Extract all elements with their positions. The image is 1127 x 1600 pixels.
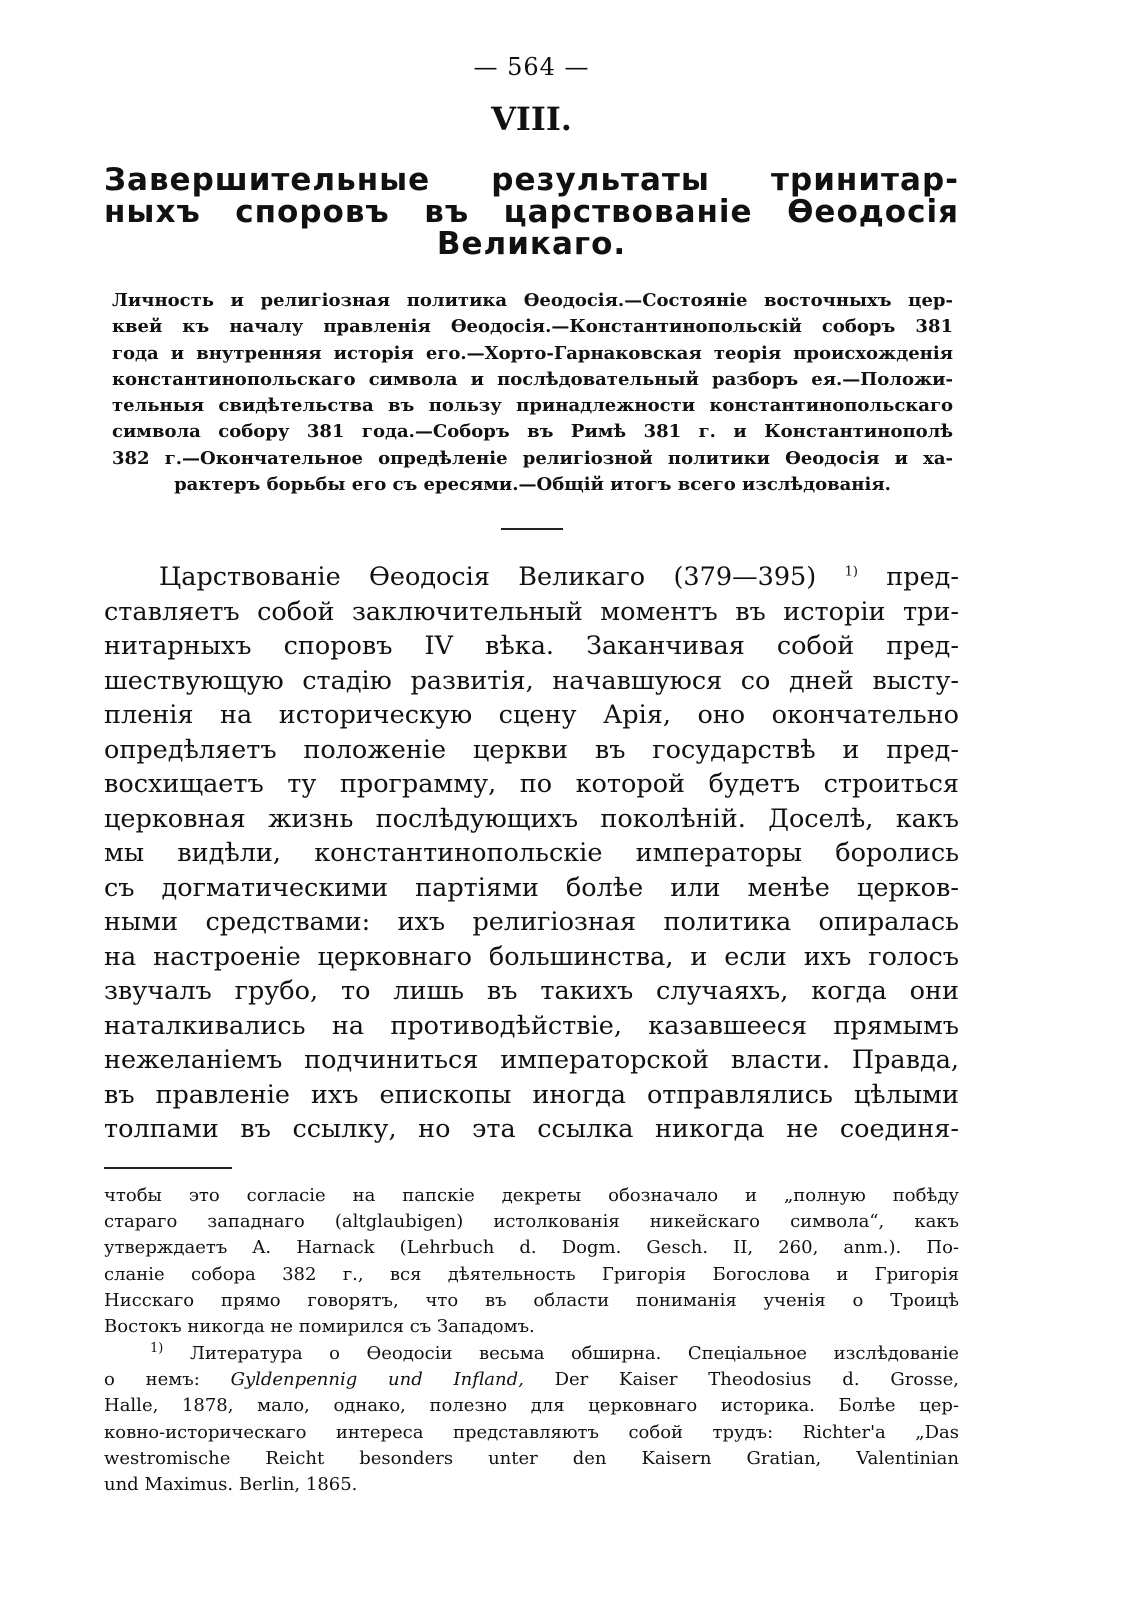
chapter-title-line: Завершительные результаты тринитар- <box>104 162 959 198</box>
text-line: церковная жизнь послѣдующихъ поколѣній. Доселѣ, какъ <box>104 803 959 834</box>
footnote-line: westromische Reicht besonders unter den Kaisern Gratian, Valentinian <box>104 1447 959 1469</box>
summary-line: квей къ началу правленія Ѳеодосія.—Константинопольскій соборъ 381 <box>112 316 953 338</box>
text-line: нежеланіемъ подчиниться императорской власти. Правда, <box>104 1045 959 1076</box>
footnote-text: Литература о Ѳеодосіи весьма обширна. Спеціальное изслѣдованіе <box>163 1342 959 1364</box>
page-number: — 564 — <box>473 53 590 81</box>
summary-line: символа собору 381 года.—Соборъ въ Римѣ 381 г. и Константинополѣ <box>112 421 953 443</box>
text-line <box>104 560 959 595</box>
footnote-line <box>104 1341 959 1367</box>
chapter-title-line: Великаго. <box>436 226 627 262</box>
text-line: въ правленіе ихъ епископы иногда отправлялись цѣлыми <box>104 1079 959 1110</box>
footnote-line: чтобы это согласіе на папскіе декреты обозначало и „полную побѣду <box>104 1184 959 1206</box>
text-line: мы видѣли, константинопольскіе императоры боролись <box>104 838 959 869</box>
footnote-line: Halle, 1878, мало, однако, полезно для церковнаго историка. Болѣе цер- <box>104 1395 959 1417</box>
chapter-title <box>104 164 959 260</box>
section-divider <box>501 528 563 530</box>
summary-line: 382 г.—Окончательное опредѣленіе религіозной политики Ѳеодосія и ха- <box>112 447 953 469</box>
text-line: толпами въ ссылку, но эта ссылка никогда не соединя- <box>104 1114 959 1145</box>
summary-line: года и внутренняя исторія его.—Хорто-Гарнаковская теорія происхожденія <box>112 342 953 364</box>
chapter-number: VIII. <box>491 100 572 138</box>
text-line: восхищаетъ ту программу, по которой будетъ строиться <box>104 769 959 800</box>
footnote-text: Der Kaiser Theodosius d. Grosse, <box>523 1368 959 1390</box>
text-line: пленія на историческую сцену Арія, оно окончательно <box>104 700 959 731</box>
footnote-line: утверждаетъ A. Harnack (Lehrbuch d. Dogm. Gesch. II, 260, anm.). По- <box>104 1237 959 1259</box>
footnote-marker: 1) <box>150 1340 164 1356</box>
chapter-summary <box>112 288 953 498</box>
summary-line: тельныя свидѣтельства въ пользу принадлежности константинопольскаго <box>112 395 953 417</box>
footnote-line <box>104 1367 959 1393</box>
footnote-divider <box>104 1167 232 1169</box>
summary-line: Личность и религіозная политика Ѳеодосія.—Состояніе восточныхъ цер- <box>112 290 953 311</box>
footnote-text: о немъ: <box>104 1368 231 1390</box>
text-line: на настроеніе церковнаго большинства, и если ихъ голосъ <box>104 941 959 972</box>
footnote-line: Нисскаго прямо говорятъ, что въ области пониманія ученія о Троицѣ <box>104 1290 959 1312</box>
text-fragment: Царствованіе Ѳеодосія Великаго (379—395) <box>159 562 845 593</box>
footnote-line: ковно-историческаго интереса представляютъ собой трудъ: Richter'a „Das <box>104 1421 959 1443</box>
summary-line: рактеръ борьбы его съ ересями.—Общій итогъ всего изслѣдованія. <box>174 474 891 496</box>
text-line: шествующую стадію развитія, начавшуюся со дней высту- <box>104 665 959 696</box>
book-page <box>104 52 959 1498</box>
author-names: Gyldenpennig und Infland, <box>230 1368 524 1390</box>
text-line: наталкивались на противодѣйствіе, казавшееся прямымъ <box>104 1010 959 1041</box>
text-line: ными средствами: ихъ религіозная политика опиралась <box>104 907 959 938</box>
footnote-continued <box>104 1183 959 1341</box>
footnote-line: сланіе собора 382 г., вся дѣятельность Григорія Богослова и Григорія <box>104 1263 959 1285</box>
summary-line: константинопольскаго символа и послѣдовательный разборъ ея.—Положи- <box>112 368 953 390</box>
text-line: съ догматическими партіями болѣе или менѣе церков- <box>104 872 959 903</box>
text-line: нитарныхъ споровъ IV вѣка. Заканчивая собой пред- <box>104 631 959 662</box>
footnotes <box>104 1183 959 1499</box>
text-line: опредѣляетъ положеніе церкви въ государствѣ и пред- <box>104 734 959 765</box>
chapter-title-line: ныхъ споровъ въ царствованіе Ѳеодосія <box>104 194 959 230</box>
text-line: ставляетъ собой заключительный моментъ въ исторіи три- <box>104 596 959 627</box>
text-line: звучалъ грубо, то лишь въ такихъ случаяхъ, когда они <box>104 976 959 1007</box>
footnote-line: стараго западнаго (altglaubigen) истолкованія никейскаго символа“, какъ <box>104 1211 959 1233</box>
footnote-marker[interactable]: 1) <box>844 564 858 580</box>
main-text <box>104 560 959 1147</box>
footnote-line: Востокъ никогда не помирился съ Западомъ. <box>104 1316 535 1338</box>
footnote-line: und Maximus. Berlin, 1865. <box>104 1474 358 1496</box>
footnote-1 <box>104 1341 959 1499</box>
text-fragment: пред- <box>857 562 959 593</box>
